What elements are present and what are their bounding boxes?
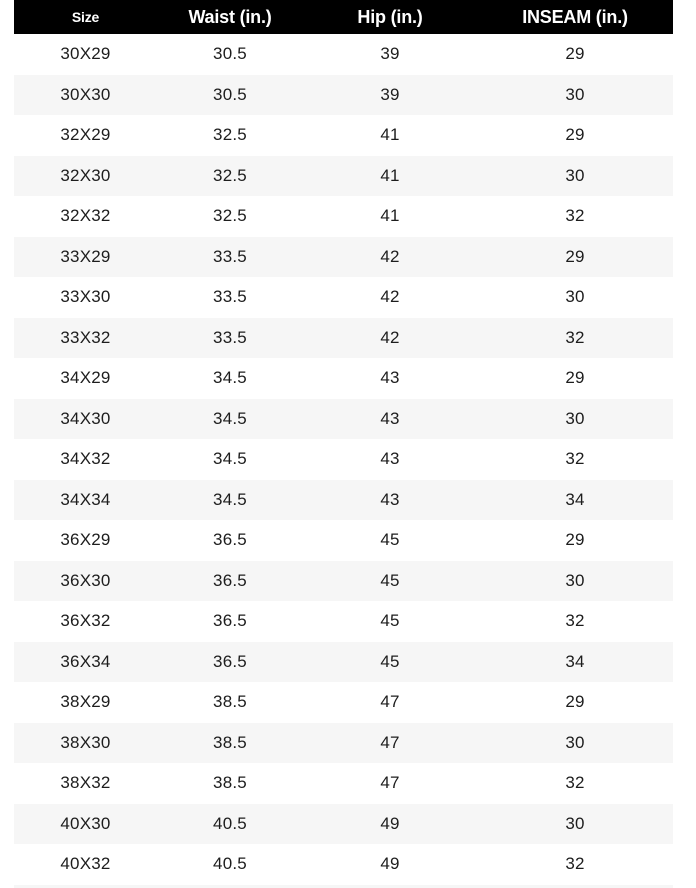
table-row <box>14 196 673 237</box>
cell-waist: 36.5 <box>213 570 247 590</box>
cell-size: 36X32 <box>60 611 111 631</box>
cell-waist: 32.5 <box>213 165 247 185</box>
cell-hip: 45 <box>380 651 400 671</box>
cell-size: 36X34 <box>60 651 111 671</box>
table-row <box>14 844 673 885</box>
column-header-inseam: INSEAM (in.) <box>522 6 628 27</box>
table-row <box>14 520 673 561</box>
cell-size: 33X29 <box>60 246 111 266</box>
cell-size: 30X30 <box>60 84 111 104</box>
cell-size: 40X32 <box>60 854 111 874</box>
cell-inseam: 32 <box>565 206 585 226</box>
column-header-size: Size <box>71 9 100 25</box>
column-header-waist: Waist (in.) <box>188 6 272 27</box>
cell-waist: 40.5 <box>213 854 247 874</box>
table-row <box>14 34 673 75</box>
cell-waist: 38.5 <box>213 692 247 712</box>
cell-inseam: 32 <box>565 327 585 347</box>
cell-waist: 36.5 <box>213 530 247 550</box>
cell-waist: 30.5 <box>213 44 247 64</box>
cell-size: 38X30 <box>60 732 111 752</box>
cell-waist: 32.5 <box>213 125 247 145</box>
cell-hip: 42 <box>380 327 400 347</box>
cell-inseam: 29 <box>565 692 585 712</box>
cell-size: 32X29 <box>60 125 111 145</box>
cell-size: 34X34 <box>60 489 111 509</box>
table-body <box>14 34 673 885</box>
cell-hip: 43 <box>380 368 400 388</box>
cell-inseam: 30 <box>565 813 585 833</box>
cell-waist: 34.5 <box>213 449 247 469</box>
table-row <box>14 642 673 683</box>
table-row <box>14 804 673 845</box>
cell-hip: 43 <box>380 449 400 469</box>
table-row <box>14 277 673 318</box>
table-row <box>14 237 673 278</box>
table-row <box>14 156 673 197</box>
cell-hip: 47 <box>380 732 400 752</box>
cell-hip: 49 <box>380 854 400 874</box>
table-row <box>14 318 673 359</box>
size-chart <box>14 0 673 888</box>
cell-hip: 39 <box>380 44 400 64</box>
cell-inseam: 29 <box>565 44 585 64</box>
cell-hip: 42 <box>380 246 400 266</box>
table-row <box>14 115 673 156</box>
column-header-hip: Hip (in.) <box>357 6 423 27</box>
cell-hip: 49 <box>380 813 400 833</box>
cell-hip: 45 <box>380 530 400 550</box>
size-chart-table <box>14 0 673 885</box>
cell-hip: 39 <box>380 84 400 104</box>
cell-waist: 38.5 <box>213 732 247 752</box>
cell-waist: 33.5 <box>213 287 247 307</box>
table-row <box>14 480 673 521</box>
cell-inseam: 30 <box>565 408 585 428</box>
cell-waist: 38.5 <box>213 773 247 793</box>
cell-inseam: 34 <box>565 651 585 671</box>
cell-waist: 36.5 <box>213 611 247 631</box>
cell-size: 36X30 <box>60 570 111 590</box>
cell-inseam: 34 <box>565 489 585 509</box>
cell-size: 30X29 <box>60 44 111 64</box>
cell-waist: 34.5 <box>213 368 247 388</box>
cell-inseam: 32 <box>565 773 585 793</box>
cell-hip: 41 <box>380 125 400 145</box>
cell-hip: 41 <box>380 206 400 226</box>
table-row <box>14 439 673 480</box>
cell-inseam: 30 <box>565 84 585 104</box>
cell-size: 40X30 <box>60 813 111 833</box>
cell-size: 34X30 <box>60 408 111 428</box>
cell-waist: 32.5 <box>213 206 247 226</box>
cell-inseam: 30 <box>565 570 585 590</box>
cell-inseam: 32 <box>565 611 585 631</box>
cell-size: 33X30 <box>60 287 111 307</box>
cell-hip: 41 <box>380 165 400 185</box>
cell-waist: 33.5 <box>213 246 247 266</box>
cell-size: 38X29 <box>60 692 111 712</box>
cell-inseam: 29 <box>565 246 585 266</box>
cell-waist: 34.5 <box>213 489 247 509</box>
cell-hip: 45 <box>380 570 400 590</box>
table-header-row <box>14 0 673 34</box>
cell-size: 36X29 <box>60 530 111 550</box>
table-row <box>14 723 673 764</box>
cell-hip: 47 <box>380 773 400 793</box>
cell-size: 38X32 <box>60 773 111 793</box>
partial-next-row <box>14 885 673 888</box>
cell-inseam: 29 <box>565 125 585 145</box>
cell-hip: 47 <box>380 692 400 712</box>
cell-size: 33X32 <box>60 327 111 347</box>
cell-waist: 33.5 <box>213 327 247 347</box>
cell-hip: 45 <box>380 611 400 631</box>
table-row <box>14 75 673 116</box>
cell-waist: 30.5 <box>213 84 247 104</box>
cell-hip: 42 <box>380 287 400 307</box>
cell-inseam: 29 <box>565 368 585 388</box>
cell-inseam: 30 <box>565 732 585 752</box>
table-row <box>14 682 673 723</box>
table-row <box>14 358 673 399</box>
cell-inseam: 32 <box>565 449 585 469</box>
cell-inseam: 30 <box>565 287 585 307</box>
cell-waist: 40.5 <box>213 813 247 833</box>
cell-hip: 43 <box>380 408 400 428</box>
cell-waist: 36.5 <box>213 651 247 671</box>
table-row <box>14 561 673 602</box>
cell-inseam: 32 <box>565 854 585 874</box>
cell-size: 34X29 <box>60 368 111 388</box>
table-row <box>14 763 673 804</box>
cell-inseam: 29 <box>565 530 585 550</box>
cell-inseam: 30 <box>565 165 585 185</box>
table-row <box>14 601 673 642</box>
cell-waist: 34.5 <box>213 408 247 428</box>
cell-size: 34X32 <box>60 449 111 469</box>
table-row <box>14 399 673 440</box>
cell-size: 32X32 <box>60 206 111 226</box>
cell-hip: 43 <box>380 489 400 509</box>
cell-size: 32X30 <box>60 165 111 185</box>
